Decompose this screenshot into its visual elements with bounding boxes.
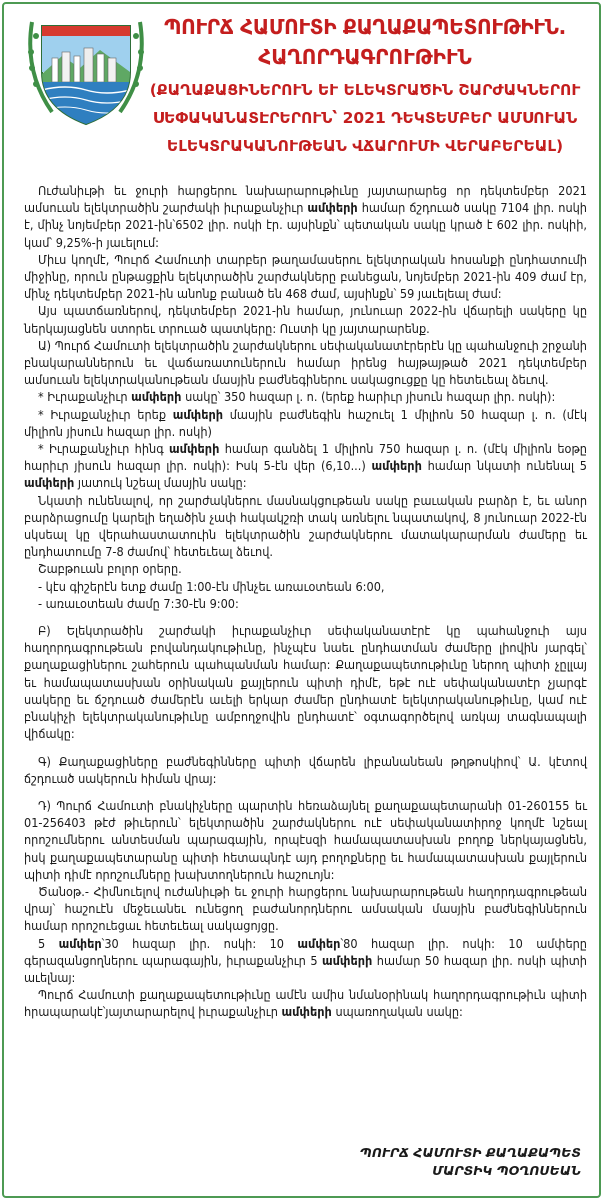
notice-body: [24, 182, 587, 1021]
signature-name: ՄԱՐՏԻԿ ՊՕՂՈՍԵԱՆ: [432, 1163, 581, 1178]
paragraph-outages: Միւս կողմէ, Պուրճ Համուտի տարբեր թաղամասերու ելեկտրական հոսանքի ընդհատումի միջինը, որուն ընթացքին ելեկտրածին շարժակները բանեցան, նոյեմբեր 2021-ին 409 ժամ էր, մինչ դեկտեմբեր 2021-ին անոնք բանած են 468 ժամ, այսինքն՝ 59 յաւելեալ ժամ:: [24, 251, 587, 302]
subtitle-line-2: ՍԵՓԱԿԱՆԱՏԷՐԵՐՈՒՆ՝ 2021 ԴԵԿՏԵՄԲԵՐ ԱՄՍՈՒԱՆ: [152, 109, 578, 127]
rate-item-2: * Իւրաքանչիւր երեք ամփերի մասյին բաժնեգին հաշուել 1 միլիոն 50 հազար լ. ո. (մէկ միլիոն յիսուն հազար լիր. ոսկի): [24, 406, 588, 439]
schedule-morning: - առաւօտեան ժամը 7:30-էն 9:00:: [38, 595, 239, 611]
paragraph-intro: Ուժանիւթի եւ ջուրի հարցերու նախարարութիւնը յայտարարեց որ դեկտեմբեր 2021 ամսուան ելեկտրածին շարժակի իւրաքանչիւր ամփերի համար ճշդուած սակը 7104 լիր. ոսկի է, մինչ նոյեմբեր 2021-ին՝6502 լիր. ոսկի էր. այսինքն՝ պետական սակը կրած է 602 լիր. ոսկիի, կամ՝ 9,25%-ի յաւելում:: [24, 183, 587, 250]
subtitle-line-3: ԵԼԵԿՏՐԱԿԱՆՈՒԹԵԱՆ ՎՃԱՐՈՒՄԻ ՎԵՐԱԲԵՐԵԱԼ): [166, 137, 564, 155]
section-d: Դ) Պուրճ Համուտի բնակիչները պարտին հեռաձայնել քաղաքապետարանի 01-260155 եւ 01-256403 թէժ թիւերուն՝ ելեկտրածին շարժակներու ուէ սեփականատիրոջ կողմէ նշեալ որոշումներու անտեսման պարագային, որպէսզի համապատասխան բողոք ներկայացնեն, իսկ քաղաքապետարանը պիտի հետապնդէ այդ բողոքները եւ համապատասխան քայլերուն պիտի դիմէ որոշումները խախտողներուն հաշուոյն:: [24, 797, 587, 882]
section-b: Բ) Ելեկտրածին շարժակի իւրաքանչիւր սեփականատէրէ կը պահանջուի այս հաղորդագրութեան բովանդակութիւնը, ինչպէս նաեւ ընդհատման ժամերը լիովին յարգել՝ քաղաքացիներու շահերուն պահպանման համար: Քաղաքապետութիւնը ներող պիտի չըլլայ եւ համապատասխան օրինական քայլերուն պիտի դիմէ, եթէ ուէ սեփականատէր չյարգէ սակերը եւ ճշդուած ժամերէն աւելի երկար ժամեր ընդհատէ ելեկտրականութիւնը, կամ ուէ բնակիչի ելեկտրականութիւնը ամբողջովին ընդհատէ՝ օգտագործելով առկայ տագնապալի վիճակը:: [24, 623, 587, 742]
section-c: Գ) Քաղաքացիները բաժնեգինները պիտի վճարեն լիբանանեան թղթոսկիով՝ Ա. կէտով ճշդուած սակերուն հիման վրայ:: [24, 753, 587, 786]
title-line-1: ՊՈՒՐՃ ՀԱՄՈՒՏԻ ՔԱՂԱՔԱՊԵՏՈՒԹԻՒՆ.: [164, 15, 566, 39]
subtitle-line-1: (ՔԱՂԱՔԱՑԻՆԵՐՈՒՆ ԵՒ ԵԼԵԿՏՐԱԾԻՆ ՇԱՐԺԱԿՆԵՐՈՒ: [149, 81, 581, 99]
signature-title: ՊՈՒՐՃ ՀԱՄՈՒՏԻ ՔԱՂԱՔԱՊԵՏ: [359, 1145, 581, 1160]
paragraph-note: Ծանօթ.- Հիմնուելով ուժանիւթի եւ ջուրի հարցերու նախարարութեան հաղորդագրութեան վրայ՝ հաշուէն մեջեւանեւ ունեցող բաժանորդներու ամսական մասյին բաժնեգիններուն համար որոշուեցաւ հետեւեալ սակացոյցը.: [24, 883, 587, 934]
schedule-night: - կէս գիշերէն ետք ժամը 1:00-էն մինչեւ առաւօտեան 6:00,: [38, 578, 385, 594]
paragraph-meter-rates: 5 ամփեր՝30 հազար լիր. ոսկի: 10 ամփեր՝80 հազար լիր. ոսկի: 10 ամփերը գերազանցողներու պարագային, իւրաքանչիւր 5 ամփերի համար 50 հազար լիր. ոսկի պիտի աւելնայ:: [24, 935, 587, 985]
header-titles: [134, 14, 596, 160]
rate-item-3: * Իւրաքանչիւր հինգ ամփերի համար գանձել 1 միլիոն 750 հազար լ. ո. (մէկ միլիոն եօթը հարիւր յիսուն հազար լիր. ոսկի): Իսկ 5-էն վեր (6,10...) ամփերի համար նկատի ունենալ 5 ամփերի յատուկ նշեալ մասյին սակը:: [24, 441, 587, 491]
section-a: Ա) Պուրճ Համուտի ելեկտրածին շարժակներու սեփականատէրերէն կը պահանջուի շրջանի բնակարաններուն եւ վաճառատուներուն համար իրենց հայթայթած 2021 դեկտեմբեր ամսուան ելեկտրականութեան մասյին բաժնեգիներու սակացուցքը կը հետեւեալ ձեւով.: [24, 337, 587, 388]
subtitle: [134, 76, 596, 160]
signature: [360, 1144, 581, 1180]
paragraph-schedule: Նկատի ունենալով, որ շարժակներու մասնակցութեան սակը բաւական բարձր է, եւ անոր բարձրացումը կարելի եղածին չափ հակակշռի տակ առնելու նպատակով, 8 յունուար 2022-էն սկսեալ կը վերահաստատուին ելեկտրածին շարժակներու մատակարարման ժամերը եւ ընդհատումը 7-8 ժամով՝ հետեւեալ ձեւով.: [24, 492, 587, 560]
notice-frame: [2, 2, 601, 1198]
schedule-days: Շաբթուան բոլոր օրերը.: [38, 561, 182, 577]
title-line-2: ՀԱՂՈՐԴԱԳՐՈՒԹԻՒՆ: [258, 45, 472, 69]
paragraph-rates-intro: Այս պատճառներով, դեկտեմբեր 2021-ին համար, յունուար 2022-ին վճարելի սակերը կը ներկայացնեն ստորեւ տրուած պատկերը: Ուստի կը յայտարարենք.: [24, 303, 587, 336]
paragraph-closing: Պուրճ Համուտի քաղաքապետութիւնը ամէն ամիս նմանօրինակ հաղորդագրութիւն պիտի հրապարակէ՝յայտարարելով իւրաքանչիւր ամփերի սպառողական սակը:: [24, 987, 587, 1020]
rate-item-1: * Իւրաքանչիւր ամփերի սակը՝ 350 հազար լ. ո. (երեք հարիւր յիսուն հազար լիր. ոսկի):: [38, 389, 556, 405]
municipality-emblem-icon: [22, 12, 150, 128]
header: [4, 4, 599, 182]
